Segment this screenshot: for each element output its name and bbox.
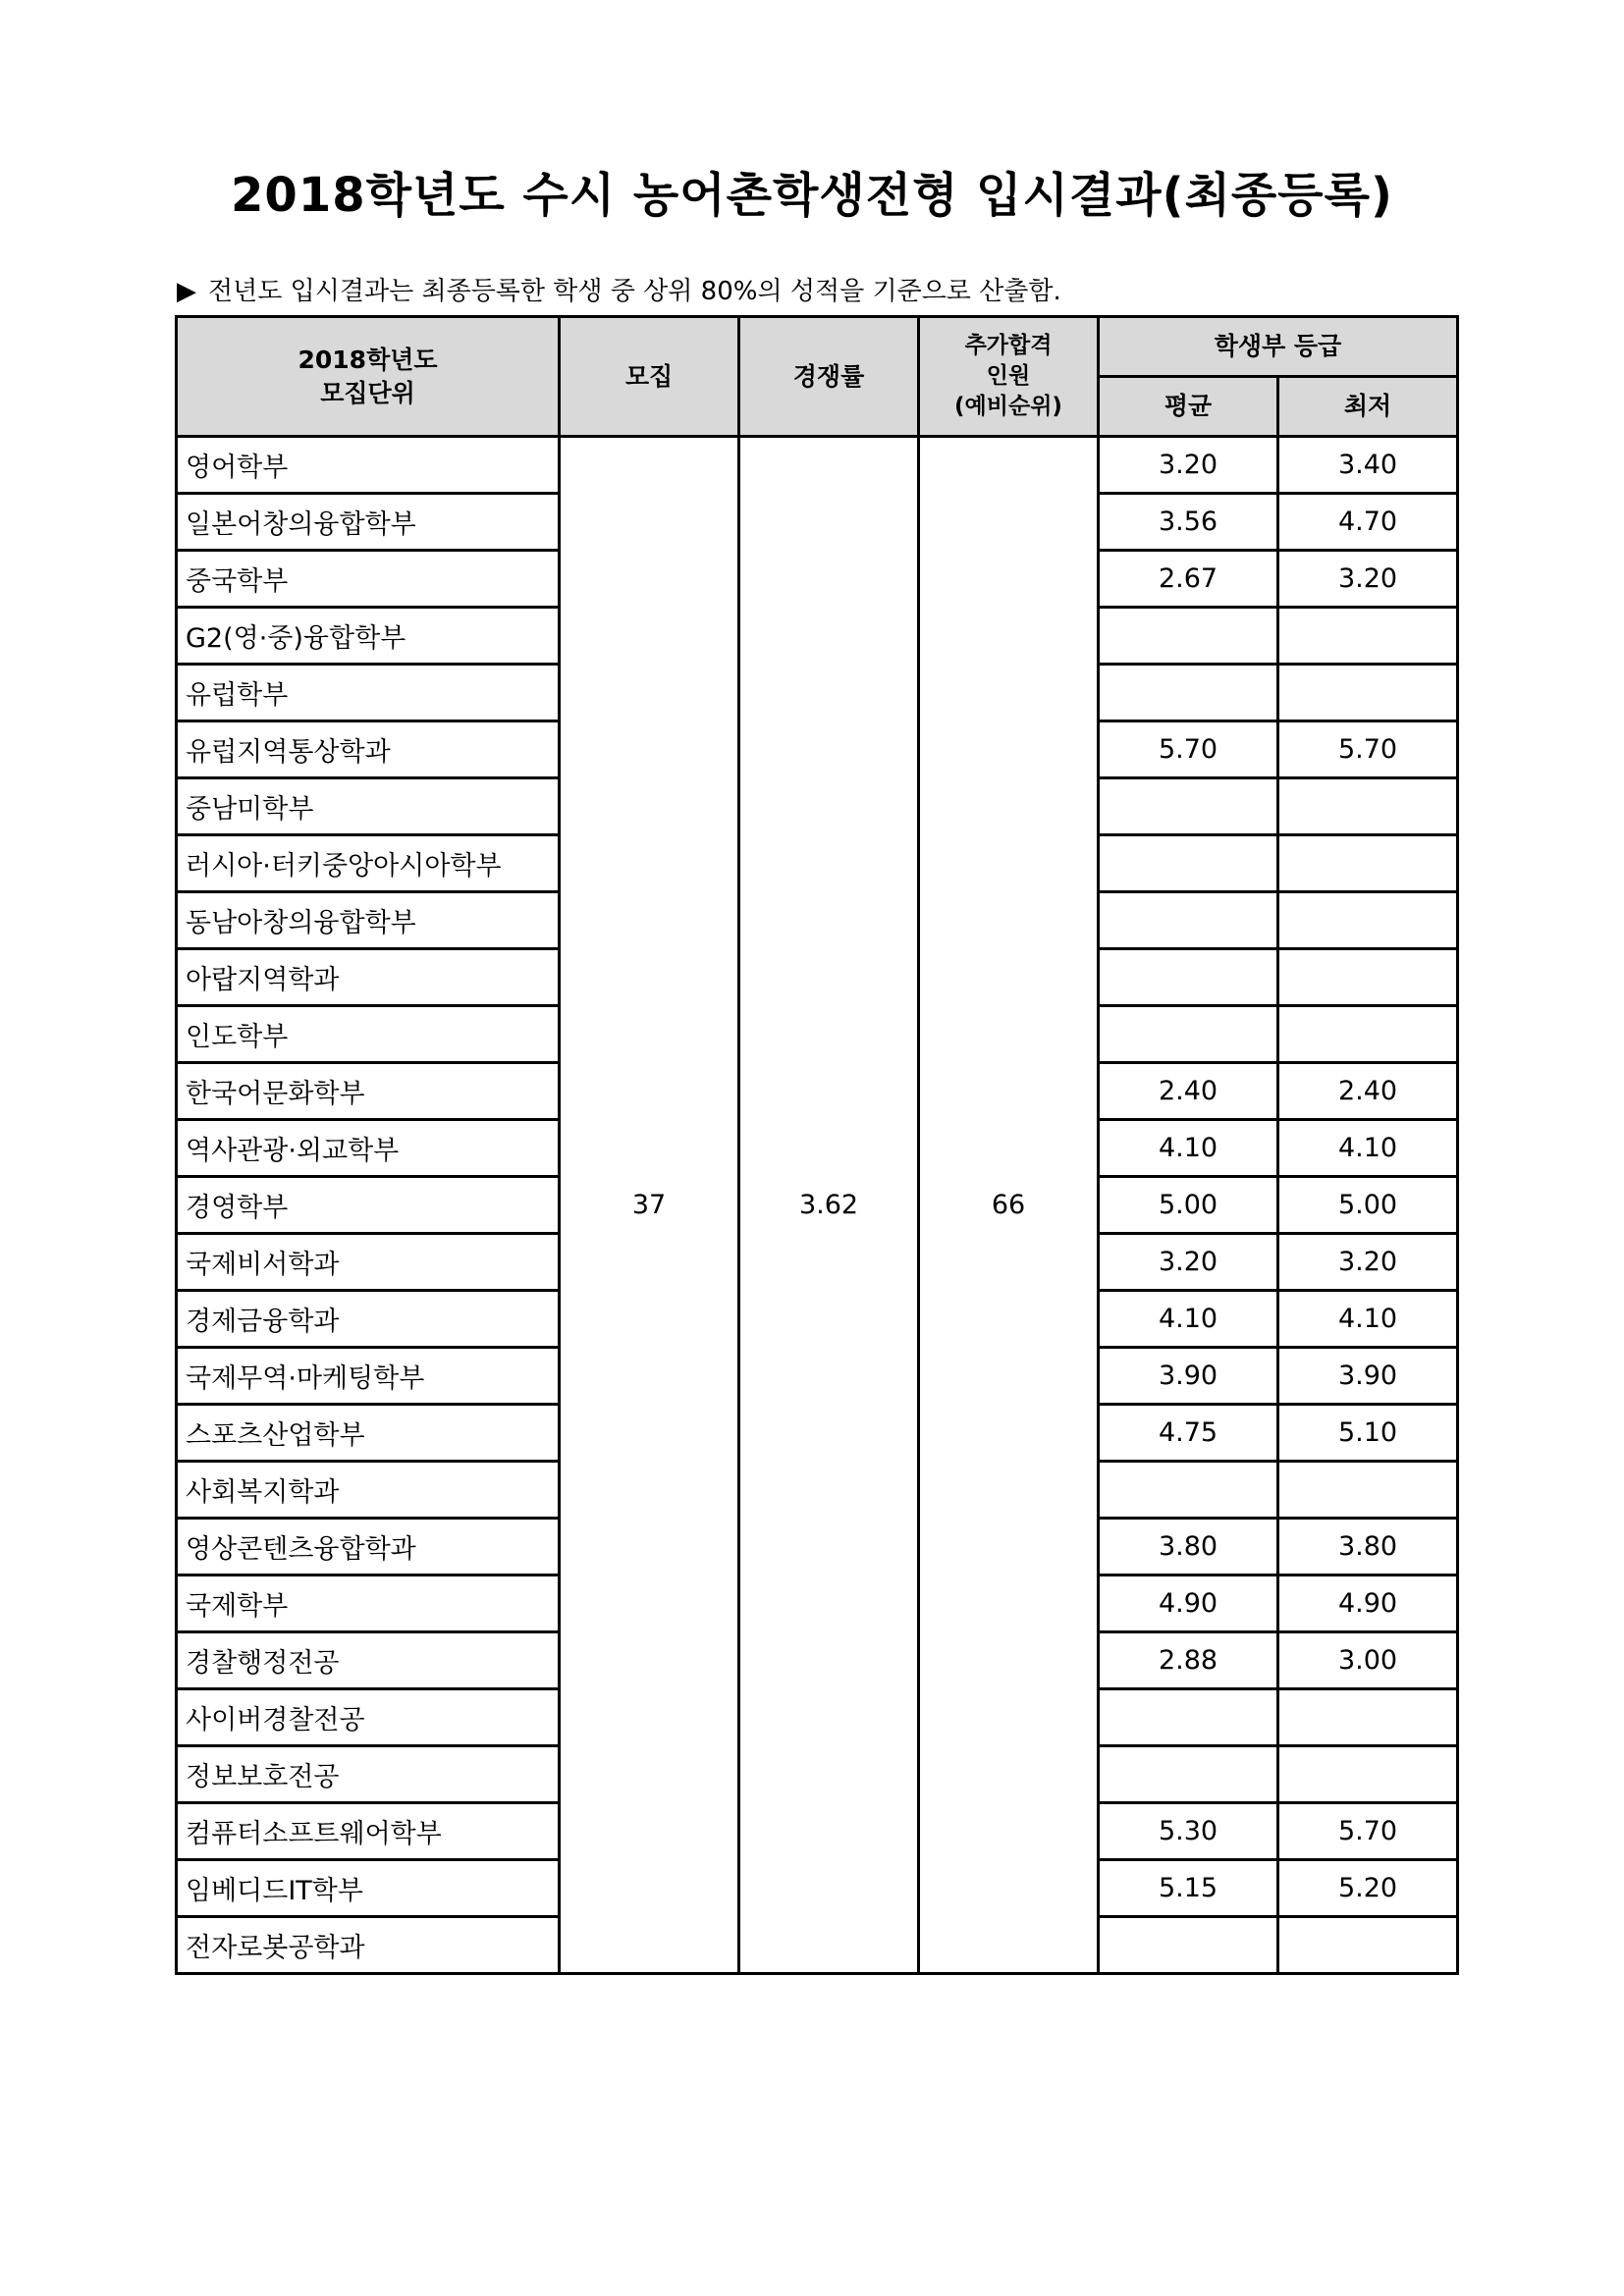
lowest-grade-cell: 4.90: [1278, 1575, 1458, 1632]
header-average: 평균: [1099, 377, 1278, 437]
lowest-grade-cell: [1278, 835, 1458, 892]
average-grade-cell: 5.00: [1099, 1177, 1278, 1234]
unit-name-cell: 인도학부: [177, 1006, 560, 1063]
average-grade-cell: 3.20: [1099, 437, 1278, 494]
unit-name-cell: 스포츠산업학부: [177, 1405, 560, 1462]
arrow-icon: ▶: [177, 277, 196, 306]
lowest-grade-cell: [1278, 778, 1458, 835]
lowest-grade-cell: [1278, 608, 1458, 665]
average-grade-cell: [1099, 778, 1278, 835]
average-grade-cell: 4.75: [1099, 1405, 1278, 1462]
header-unit-line1: 2018학년도: [298, 345, 438, 374]
header-extra-line1: 추가합격: [964, 332, 1053, 358]
average-grade-cell: 3.20: [1099, 1234, 1278, 1291]
lowest-grade-cell: 3.20: [1278, 1234, 1458, 1291]
lowest-grade-cell: 5.00: [1278, 1177, 1458, 1234]
average-grade-cell: 5.30: [1099, 1803, 1278, 1860]
average-grade-cell: 3.80: [1099, 1519, 1278, 1575]
unit-name-cell: 러시아·터키중앙아시아학부: [177, 835, 560, 892]
unit-name-cell: 정보보호전공: [177, 1746, 560, 1803]
lowest-grade-cell: [1278, 1006, 1458, 1063]
lowest-grade-cell: 4.10: [1278, 1291, 1458, 1348]
note-text: 전년도 입시결과는 최종등록한 학생 중 상위 80%의 성적을 기준으로 산출함.: [208, 277, 1061, 306]
lowest-grade-cell: [1278, 665, 1458, 721]
lowest-grade-cell: 4.10: [1278, 1120, 1458, 1177]
header-recruit: 모집: [560, 317, 739, 437]
unit-name-cell: 유럽학부: [177, 665, 560, 721]
unit-name-cell: 경영학부: [177, 1177, 560, 1234]
lowest-grade-cell: 5.20: [1278, 1860, 1458, 1917]
lowest-grade-cell: 3.20: [1278, 551, 1458, 608]
lowest-grade-cell: 3.90: [1278, 1348, 1458, 1405]
unit-name-cell: 영어학부: [177, 437, 560, 494]
unit-name-cell: 사회복지학과: [177, 1462, 560, 1519]
header-extra: [919, 317, 1099, 437]
average-grade-cell: [1099, 949, 1278, 1006]
average-grade-cell: 4.90: [1099, 1575, 1278, 1632]
unit-name-cell: 컴퓨터소프트웨어학부: [177, 1803, 560, 1860]
lowest-grade-cell: [1278, 1462, 1458, 1519]
merged-recruit-cell: 37: [560, 437, 739, 1974]
page-title: 2018학년도 수시 농어촌학생전형 입시결과(최종등록): [231, 168, 1393, 223]
header-extra-line3: (예비순위): [954, 394, 1062, 420]
unit-name-cell: 역사관광·외교학부: [177, 1120, 560, 1177]
header-competition: 경쟁률: [739, 317, 919, 437]
average-grade-cell: [1099, 1746, 1278, 1803]
unit-name-cell: 동남아창의융합학부: [177, 892, 560, 949]
unit-name-cell: 경제금융학과: [177, 1291, 560, 1348]
unit-name-cell: 아랍지역학과: [177, 949, 560, 1006]
lowest-grade-cell: [1278, 1917, 1458, 1974]
average-grade-cell: [1099, 835, 1278, 892]
header-extra-line2: 인원: [986, 362, 1031, 389]
lowest-grade-cell: 3.80: [1278, 1519, 1458, 1575]
header-lowest: 최저: [1278, 377, 1458, 437]
unit-name-cell: 중남미학부: [177, 778, 560, 835]
average-grade-cell: [1099, 1006, 1278, 1063]
unit-name-cell: 국제무역·마케팅학부: [177, 1348, 560, 1405]
average-grade-cell: [1099, 1689, 1278, 1746]
average-grade-cell: 2.88: [1099, 1632, 1278, 1689]
unit-name-cell: 경찰행정전공: [177, 1632, 560, 1689]
unit-name-cell: 중국학부: [177, 551, 560, 608]
average-grade-cell: 5.70: [1099, 721, 1278, 778]
unit-name-cell: 임베디드IT학부: [177, 1860, 560, 1917]
header-unit: [177, 317, 560, 437]
average-grade-cell: [1099, 892, 1278, 949]
merged-extra-cell: 66: [919, 437, 1099, 1974]
average-grade-cell: 3.90: [1099, 1348, 1278, 1405]
unit-name-cell: 전자로봇공학과: [177, 1917, 560, 1974]
unit-name-cell: 국제비서학과: [177, 1234, 560, 1291]
average-grade-cell: [1099, 1462, 1278, 1519]
lowest-grade-cell: 3.40: [1278, 437, 1458, 494]
unit-name-cell: 한국어문화학부: [177, 1063, 560, 1120]
results-table: [175, 315, 1459, 1975]
unit-name-cell: 유럽지역통상학과: [177, 721, 560, 778]
note: [177, 271, 1061, 307]
unit-name-cell: 영상콘텐츠융합학과: [177, 1519, 560, 1575]
average-grade-cell: 2.40: [1099, 1063, 1278, 1120]
average-grade-cell: [1099, 1917, 1278, 1974]
lowest-grade-cell: 4.70: [1278, 494, 1458, 551]
merged-competition-cell: 3.62: [739, 437, 919, 1974]
average-grade-cell: [1099, 608, 1278, 665]
lowest-grade-cell: 5.70: [1278, 721, 1458, 778]
lowest-grade-cell: [1278, 1746, 1458, 1803]
lowest-grade-cell: [1278, 1689, 1458, 1746]
lowest-grade-cell: [1278, 892, 1458, 949]
unit-name-cell: 일본어창의융합학부: [177, 494, 560, 551]
header-grade-group: 학생부 등급: [1099, 317, 1458, 377]
unit-name-cell: G2(영·중)융합학부: [177, 608, 560, 665]
average-grade-cell: 4.10: [1099, 1120, 1278, 1177]
lowest-grade-cell: 5.10: [1278, 1405, 1458, 1462]
average-grade-cell: 3.56: [1099, 494, 1278, 551]
lowest-grade-cell: 5.70: [1278, 1803, 1458, 1860]
average-grade-cell: 4.10: [1099, 1291, 1278, 1348]
average-grade-cell: [1099, 665, 1278, 721]
average-grade-cell: 5.15: [1099, 1860, 1278, 1917]
average-grade-cell: 2.67: [1099, 551, 1278, 608]
table-row: [177, 437, 1458, 494]
lowest-grade-cell: 2.40: [1278, 1063, 1458, 1120]
unit-name-cell: 국제학부: [177, 1575, 560, 1632]
unit-name-cell: 사이버경찰전공: [177, 1689, 560, 1746]
header-unit-line2: 모집단위: [320, 378, 415, 407]
lowest-grade-cell: 3.00: [1278, 1632, 1458, 1689]
lowest-grade-cell: [1278, 949, 1458, 1006]
